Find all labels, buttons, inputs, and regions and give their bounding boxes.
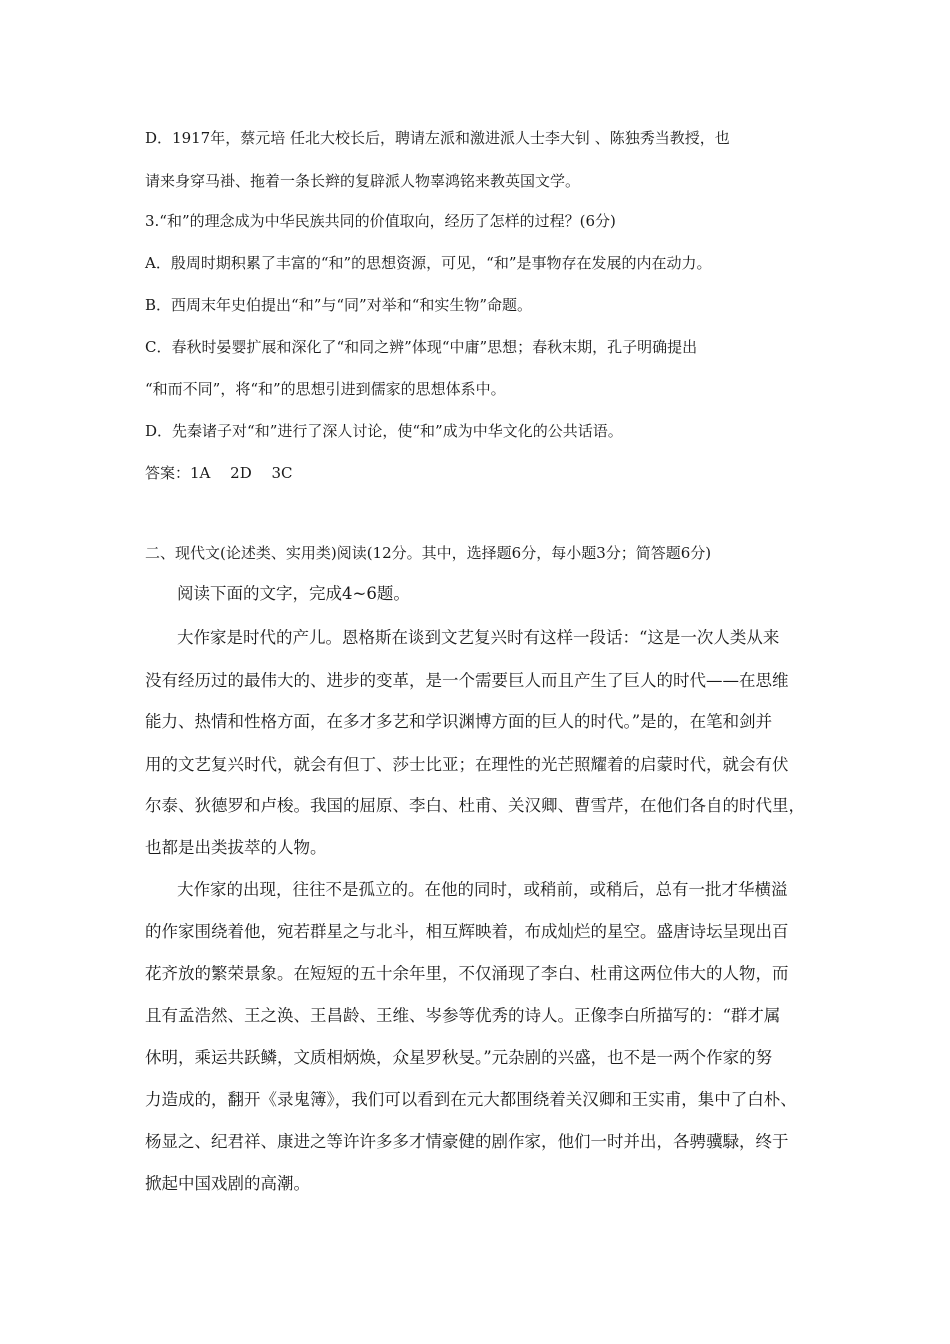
q2-option-d-line-1: D．1917年，蔡元培 任北大校长后，聘请左派和激进派人士李大钊 、陈独秀当教授，也	[145, 129, 730, 147]
paragraph-2-line-5: 休明，乘运共跃鳞，文质相炳焕，众星罗秋旻。”元杂剧的兴盛，也不是一两个作家的努	[145, 1048, 773, 1067]
q3-option-d: D．先秦诸子对“和”进行了深人讨论，使“和”成为中华文化的公共话语。	[145, 422, 623, 440]
paragraph-1-line-3: 能力、热情和性格方面，在多才多艺和学识渊博方面的巨人的时代。”是的，在笔和剑并	[145, 712, 773, 731]
paragraph-2-line-2: 的作家围绕着他，宛若群星之与北斗，相互辉映着，布成灿烂的星空。盛唐诗坛呈现出百	[145, 922, 789, 941]
paragraph-1-line-5: 尔泰、狄德罗和卢梭。我国的屈原、李白、杜甫、关汉卿、曹雪芹，在他们各自的时代里，	[145, 796, 805, 815]
paragraph-2-line-6: 力造成的，翻开《录鬼簿》，我们可以看到在元大都围绕着关汉卿和王实甫，集中了白朴、	[145, 1090, 797, 1109]
section-2-heading: 二、现代文(论述类、实用类)阅读(12分。其中，选择题6分，每小题3分；简答题6分)	[145, 544, 712, 562]
q3-option-c-line-1: C．春秋时晏婴扩展和深化了“和同之辨”体现“中庸”思想；春秋末期，孔子明确提出	[145, 338, 698, 356]
paragraph-2-line-1: 大作家的出现，往往不是孤立的。在他的同时，或稍前，或稍后，总有一批才华横溢	[177, 880, 788, 899]
q2-option-d-line-2: 请来身穿马褂、拖着一条长辫的复辟派人物辜鸿铭来教英国文学。	[145, 172, 581, 190]
q3-option-b: B．西周末年史伯提出“和”与“同”对举和“和实生物”命题。	[145, 296, 533, 314]
answer-key: 答案：1A 2D 3C	[145, 464, 293, 482]
paragraph-1-line-1: 大作家是时代的产儿。恩格斯在谈到文艺复兴时有这样一段话：“这是一次人类从来	[177, 628, 780, 647]
q3-option-c-line-2: “和而不同”，将“和”的思想引进到儒家的思想体系中。	[145, 380, 506, 398]
q3-option-a: A．殷周时期积累了丰富的“和”的思想资源，可见，“和”是事物存在发展的内在动力。	[145, 254, 712, 272]
paragraph-2-line-3: 花齐放的繁荣景象。在短短的五十余年里，不仅涌现了李白、杜甫这两位伟大的人物，而	[145, 964, 789, 983]
paragraph-1-line-2: 没有经历过的最伟大的、进步的变革，是一个需要巨人而且产生了巨人的时代——在思维	[145, 671, 789, 690]
q3-stem: 3.“和”的理念成为中华民族共同的价值取向，经历了怎样的过程？(6分)	[145, 212, 616, 230]
paragraph-2-line-4: 且有孟浩然、王之涣、王昌龄、王维、岑参等优秀的诗人。正像李白所描写的：“群才属	[145, 1006, 781, 1025]
reading-instruction: 阅读下面的文字，完成4~6题。	[177, 584, 410, 603]
paragraph-1-line-4: 用的文艺复兴时代，就会有但丁、莎士比亚；在理性的光芒照耀着的启蒙时代，就会有伏	[145, 755, 789, 774]
paragraph-2-line-8: 掀起中国戏剧的高潮。	[145, 1174, 310, 1193]
paragraph-2-line-7: 杨显之、纪君祥、康进之等许许多多才情豪健的剧作家，他们一时并出，各骋骥騄，终于	[145, 1132, 789, 1151]
paragraph-1-line-6: 也都是出类拔萃的人物。	[145, 838, 327, 857]
